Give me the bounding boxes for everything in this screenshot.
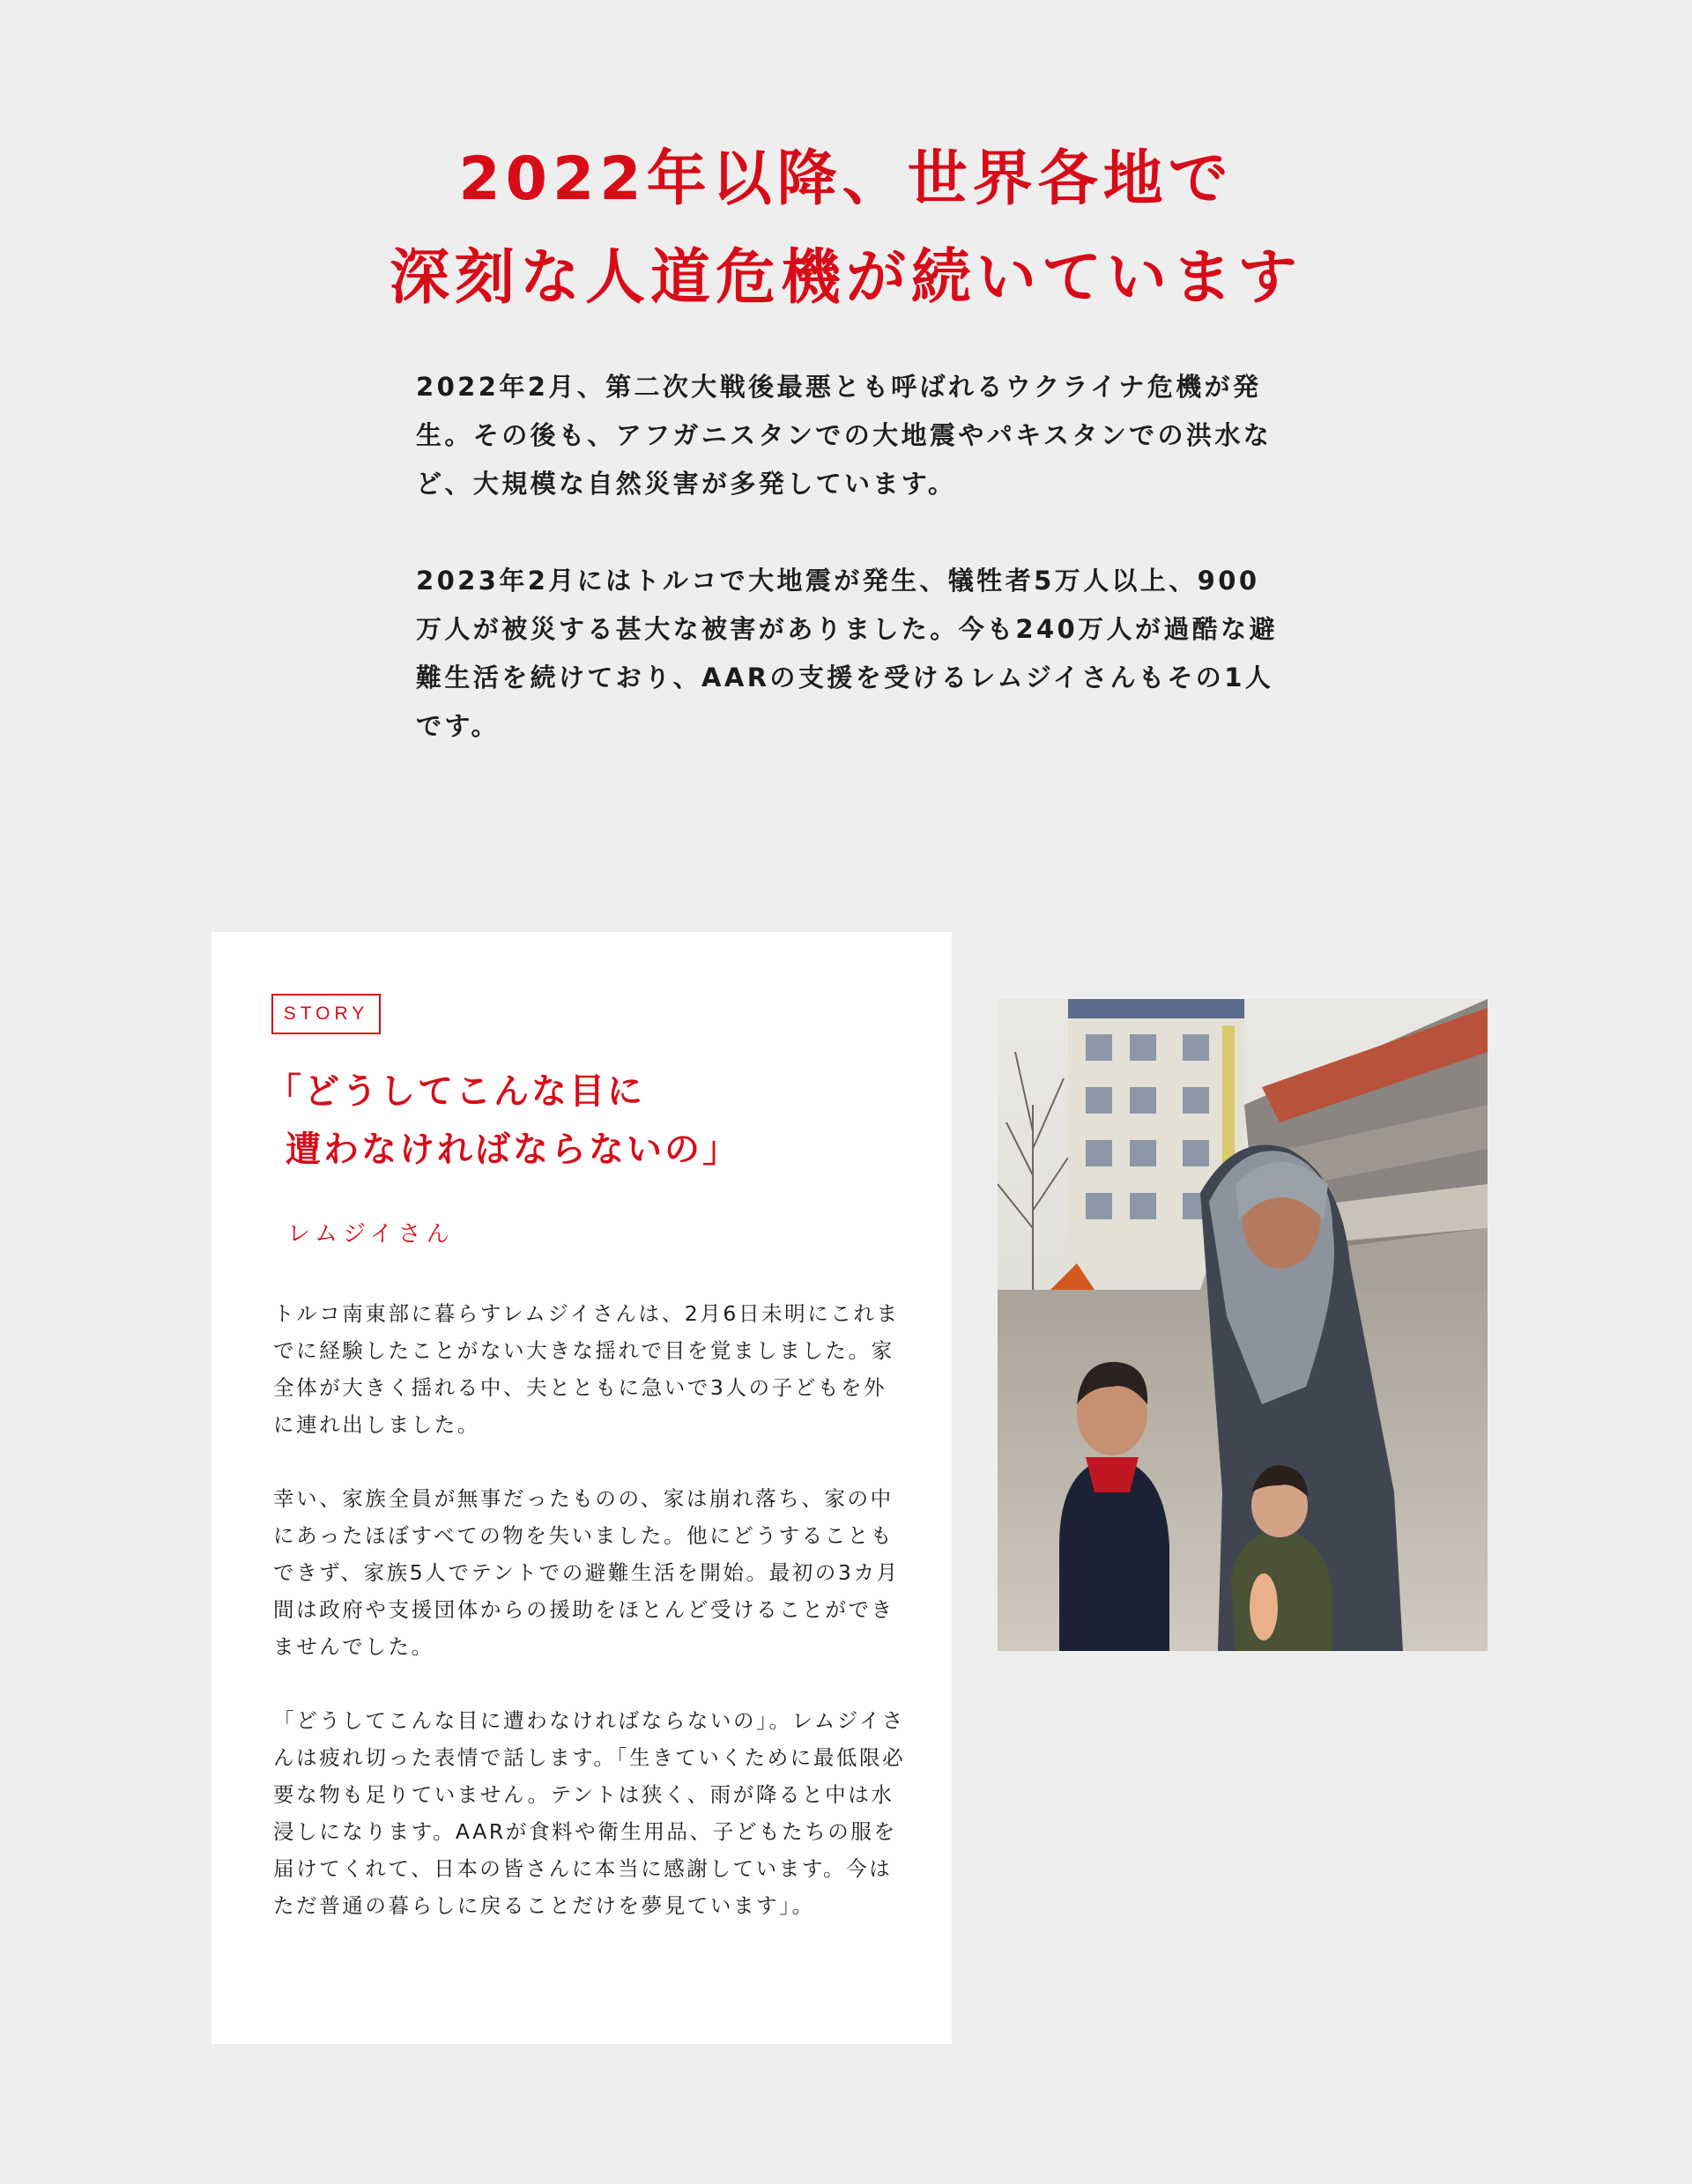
intro-paragraph-1: 2022年2月、第二次大戦後最悪とも呼ばれるウクライナ危機が発生。その後も、アフガニスタンでの大地震やパキスタンでの洪水など、大規模な自然災害が多発しています。 — [416, 372, 1273, 499]
story-quote-line-1: 「どうしてこんな目に — [266, 1070, 645, 1112]
intro-paragraph-2: 2023年2月にはトルコで大地震が発生、犠牲者5万人以上、900万人が被災する甚大な被害がありました。今も240万人が過酷な避難生活を続けており、AARの支援を受けるレムジイさんもその1人です。 — [416, 566, 1278, 741]
family-photo — [998, 999, 1488, 1651]
headline-line-2: 深刻な人道危機が続いています — [389, 243, 1302, 313]
story-quote-line-2: 遭わなければならないの」 — [286, 1129, 740, 1170]
story-author: レムジイさん — [287, 1221, 455, 1247]
story-card — [212, 932, 952, 2044]
story-paragraph-1: トルコ南東部に暮らすレムジイさんは、2月6日未明にこれまでに経験したことがない大きな揺れで目を覚ましました。家全体が大きく揺れる中、夫とともに急いで3人の子どもを外に連れ出しました。 — [273, 1301, 900, 1437]
story-quote — [266, 1062, 918, 1179]
page-headline — [0, 130, 1692, 328]
story-body — [273, 1295, 908, 1961]
story-paragraph-2: 幸い、家族全員が無事だったものの、家は崩れ落ち、家の中にあったほぼすべての物を失いました。他にどうすることもできず、家族5人でテントでの避難生活を開始。最初の3カ月間は政府や支援団体からの援助をほとんど受けることができませんでした。 — [273, 1486, 900, 1659]
story-paragraph-3: 「どうしてこんな目に遭わなければならないの」。レムジイさんは疲れ切った表情で話します。「生きていくために最低限必要な物も足りていません。テントは狭く、雨が降ると中は水浸しになります。AARが食料や衛生用品、子どもたちの服を届けてくれて、日本の皆さんに本当に感謝しています。今はただ普通の暮らしに戻ることだけを夢見ています」。 — [273, 1708, 906, 1918]
story-tag: STORY — [271, 994, 381, 1034]
family-photo-illustration — [998, 999, 1488, 1651]
intro-text — [416, 363, 1280, 799]
headline-line-1: 2022年以降、世界各地で — [458, 144, 1234, 214]
